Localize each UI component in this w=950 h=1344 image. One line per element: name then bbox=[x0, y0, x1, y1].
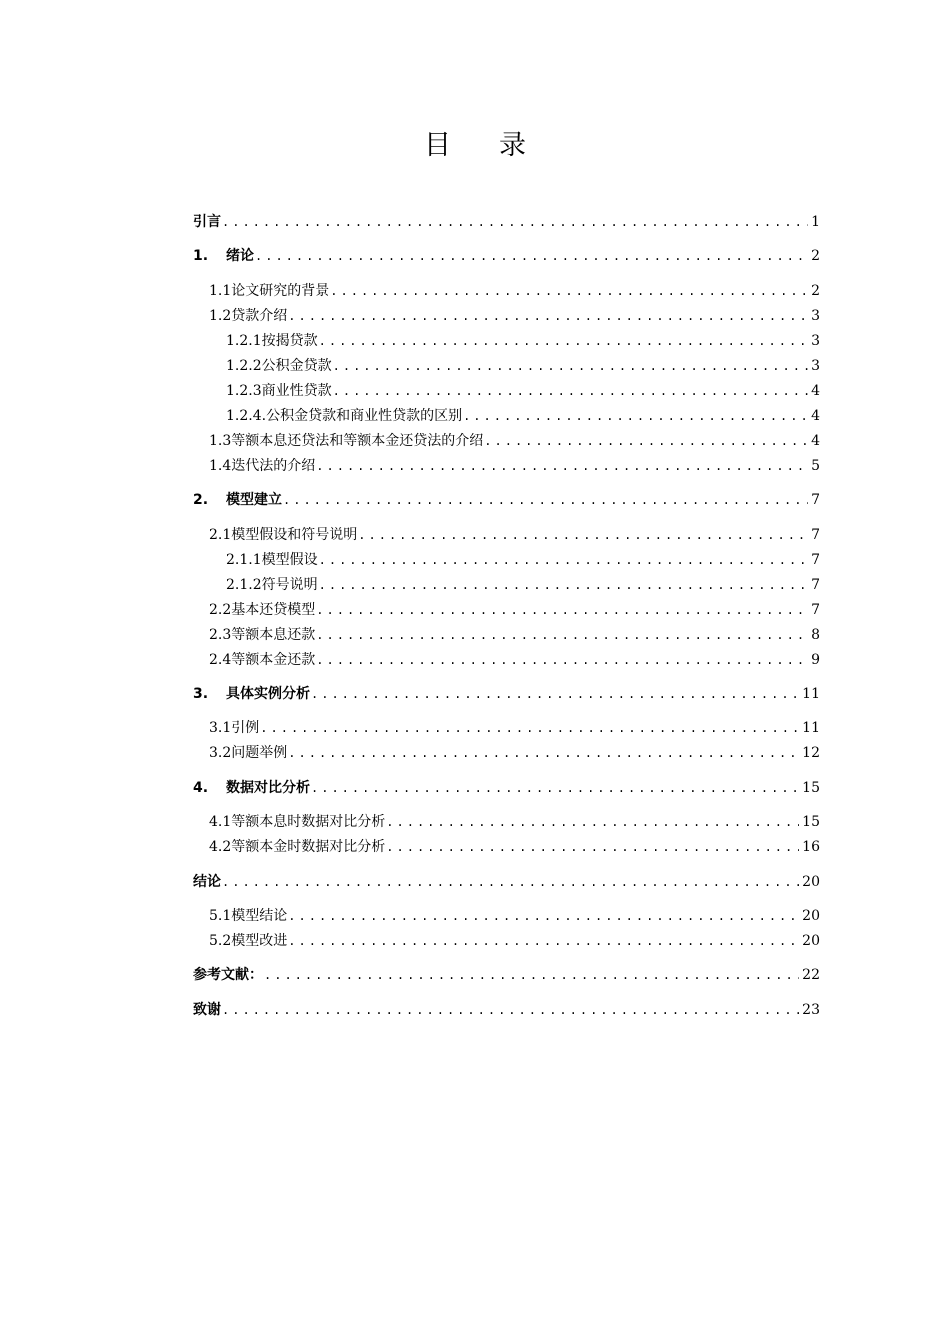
toc-entry-1-4[interactable] bbox=[193, 454, 820, 478]
toc-entry-label: 商业性贷款 bbox=[261, 383, 332, 399]
dot-leader bbox=[288, 304, 808, 328]
toc-entry-number: 1.4 bbox=[209, 458, 232, 474]
dot-leader bbox=[260, 716, 799, 740]
toc-entry-number: 2.3 bbox=[209, 627, 232, 643]
toc-page-number: 4 bbox=[811, 408, 820, 424]
toc-entry-chapter-1[interactable] bbox=[193, 244, 820, 268]
page-title: 目录 bbox=[424, 130, 574, 161]
toc-entry-number: 4.1 bbox=[209, 814, 232, 830]
toc-entry-4-1[interactable] bbox=[193, 810, 820, 834]
toc-entry-number: 1.2.3 bbox=[226, 383, 262, 399]
toc-page-number: 11 bbox=[802, 686, 820, 702]
toc-page-number: 7 bbox=[811, 492, 820, 508]
toc-entry-label: 论文研究的背景 bbox=[231, 283, 330, 299]
toc-entry-label: 数据对比分析 bbox=[226, 780, 310, 796]
dot-leader bbox=[311, 776, 799, 800]
toc-entry-label: 模型结论 bbox=[231, 908, 288, 924]
toc-entry-2-4[interactable] bbox=[193, 648, 820, 672]
toc-entry-number: 4.2 bbox=[209, 839, 232, 855]
toc-page-number: 15 bbox=[802, 780, 820, 796]
toc-entry-number: 4. bbox=[193, 780, 209, 796]
toc-page-number: 11 bbox=[802, 720, 820, 736]
toc-page-number: 2 bbox=[811, 283, 820, 299]
toc-entry-label: 等额本金还款 bbox=[231, 652, 316, 668]
toc-page-number: 3 bbox=[811, 308, 820, 324]
toc-page-number: 16 bbox=[802, 839, 820, 855]
dot-leader bbox=[288, 929, 799, 953]
dot-leader bbox=[484, 429, 808, 453]
toc-entry-label: 迭代法的介绍 bbox=[231, 458, 316, 474]
toc-entry-number: 5.2 bbox=[209, 933, 232, 949]
toc-entry-references[interactable] bbox=[193, 963, 820, 987]
dot-leader bbox=[316, 648, 808, 672]
toc-entry-3-2[interactable] bbox=[193, 741, 820, 765]
toc-entry-number: 2. bbox=[193, 492, 209, 508]
toc-page-number: 3 bbox=[811, 358, 820, 374]
toc-entry-number: 2.1.1 bbox=[226, 552, 262, 568]
toc-entry-number: 3.1 bbox=[209, 720, 232, 736]
dot-leader bbox=[330, 279, 808, 303]
toc-entry-1-2-4[interactable] bbox=[193, 404, 820, 428]
toc-entry-number: 1.2.1 bbox=[226, 333, 262, 349]
toc-page-number: 2 bbox=[811, 248, 820, 264]
toc-entry-chapter-2[interactable] bbox=[193, 488, 820, 512]
toc-entry-2-2[interactable] bbox=[193, 598, 820, 622]
toc-entry-1-3[interactable] bbox=[193, 429, 820, 453]
dot-leader bbox=[255, 244, 808, 268]
dot-leader bbox=[333, 379, 808, 403]
toc-entry-1-1[interactable] bbox=[193, 279, 820, 303]
dot-leader bbox=[288, 904, 799, 928]
toc-page-number: 3 bbox=[811, 333, 820, 349]
toc-entry-number: 2.4 bbox=[209, 652, 232, 668]
toc-entry-label: 结论 bbox=[193, 874, 221, 890]
toc-entry-chapter-4[interactable] bbox=[193, 776, 820, 800]
dot-leader bbox=[319, 548, 808, 572]
toc-entry-label: 参考文献： bbox=[193, 967, 263, 983]
toc-entry-label: 等额本金时数据对比分析 bbox=[231, 839, 386, 855]
toc-entry-1-2-1[interactable] bbox=[193, 329, 820, 353]
toc-page-number: 23 bbox=[802, 1002, 820, 1018]
toc-entry-label: 公积金贷款和商业性贷款的区别 bbox=[266, 408, 463, 424]
toc-entry-1-2[interactable] bbox=[193, 304, 820, 328]
toc-entry-2-1-2[interactable] bbox=[193, 573, 820, 597]
toc-page-number: 4 bbox=[811, 383, 820, 399]
toc-entry-label: 引言 bbox=[193, 214, 221, 230]
dot-leader bbox=[319, 329, 808, 353]
toc-entry-5-2[interactable] bbox=[193, 929, 820, 953]
dot-leader bbox=[316, 454, 808, 478]
dot-leader bbox=[333, 354, 808, 378]
toc-page-number: 20 bbox=[802, 908, 820, 924]
toc-entry-label: 等额本息还贷法和等额本金还贷法的介绍 bbox=[231, 433, 484, 449]
dot-leader bbox=[316, 623, 808, 647]
toc-entry-label: 等额本息时数据对比分析 bbox=[231, 814, 386, 830]
toc-page-number: 22 bbox=[802, 967, 820, 983]
toc-page-number: 8 bbox=[811, 627, 820, 643]
dot-leader bbox=[358, 523, 808, 547]
toc-page-number: 20 bbox=[802, 874, 820, 890]
toc-entry-introduction[interactable] bbox=[193, 210, 820, 234]
toc-entry-3-1[interactable] bbox=[193, 716, 820, 740]
toc-entry-chapter-3[interactable] bbox=[193, 682, 820, 706]
toc-entry-number: 1.2 bbox=[209, 308, 232, 324]
toc-page-number: 7 bbox=[811, 602, 820, 618]
dot-leader bbox=[316, 598, 808, 622]
toc-entry-label: 具体实例分析 bbox=[226, 686, 310, 702]
toc-entry-4-2[interactable] bbox=[193, 835, 820, 859]
toc-entry-number: 1.2.2 bbox=[226, 358, 262, 374]
toc-page-number: 9 bbox=[811, 652, 820, 668]
toc-page-number: 7 bbox=[811, 577, 820, 593]
dot-leader bbox=[283, 488, 808, 512]
toc-entry-label: 引例 bbox=[231, 720, 260, 736]
dot-leader bbox=[222, 998, 799, 1022]
toc-entry-label: 等额本息还款 bbox=[231, 627, 316, 643]
toc-page-number: 5 bbox=[811, 458, 820, 474]
toc-entry-label: 符号说明 bbox=[261, 577, 318, 593]
dot-leader bbox=[319, 573, 808, 597]
toc-entry-number: 1.2.4. bbox=[226, 408, 267, 424]
toc-page-number: 1 bbox=[811, 214, 820, 230]
dot-leader bbox=[386, 835, 799, 859]
dot-leader bbox=[288, 741, 799, 765]
toc-entry-5-1[interactable] bbox=[193, 904, 820, 928]
toc-page-number: 7 bbox=[811, 552, 820, 568]
dot-leader bbox=[463, 404, 808, 428]
toc-entry-number: 3.2 bbox=[209, 745, 232, 761]
dot-leader bbox=[264, 963, 799, 987]
toc-entry-label: 致谢 bbox=[193, 1002, 221, 1018]
toc-entry-conclusion[interactable] bbox=[193, 870, 820, 894]
toc-entry-number: 1.3 bbox=[209, 433, 232, 449]
toc-entry-label: 问题举例 bbox=[231, 745, 288, 761]
toc-page-number: 7 bbox=[811, 527, 820, 543]
toc-entry-number: 2.1.2 bbox=[226, 577, 262, 593]
toc-entry-number: 3. bbox=[193, 686, 209, 702]
toc-page-number: 4 bbox=[811, 433, 820, 449]
toc-page-number: 12 bbox=[802, 745, 820, 761]
toc-entry-label: 模型建立 bbox=[226, 492, 282, 508]
toc-entry-label: 模型假设 bbox=[261, 552, 318, 568]
toc-entry-1-2-3[interactable] bbox=[193, 379, 820, 403]
dot-leader bbox=[222, 210, 808, 234]
toc-entry-label: 模型改进 bbox=[231, 933, 288, 949]
dot-leader bbox=[386, 810, 799, 834]
toc-entry-label: 公积金贷款 bbox=[261, 358, 332, 374]
toc-entry-number: 5.1 bbox=[209, 908, 232, 924]
dot-leader bbox=[222, 870, 799, 894]
toc-entry-number: 1. bbox=[193, 248, 209, 264]
toc-entry-label: 模型假设和符号说明 bbox=[231, 527, 358, 543]
toc-entry-label: 贷款介绍 bbox=[231, 308, 288, 324]
toc-entry-number: 2.1 bbox=[209, 527, 232, 543]
toc-entry-acknowledgements[interactable] bbox=[193, 998, 820, 1022]
toc-page-number: 15 bbox=[802, 814, 820, 830]
dot-leader bbox=[311, 682, 799, 706]
toc-entry-number: 1.1 bbox=[209, 283, 232, 299]
toc-entry-label: 按揭贷款 bbox=[261, 333, 318, 349]
toc-page-number: 20 bbox=[802, 933, 820, 949]
toc-entry-2-3[interactable] bbox=[193, 623, 820, 647]
toc-entry-1-2-2[interactable] bbox=[193, 354, 820, 378]
toc-entry-label: 绪论 bbox=[226, 248, 254, 264]
toc-entry-2-1[interactable] bbox=[193, 523, 820, 547]
toc-entry-number: 2.2 bbox=[209, 602, 232, 618]
toc-entry-label: 基本还贷模型 bbox=[231, 602, 316, 618]
toc-entry-2-1-1[interactable] bbox=[193, 548, 820, 572]
